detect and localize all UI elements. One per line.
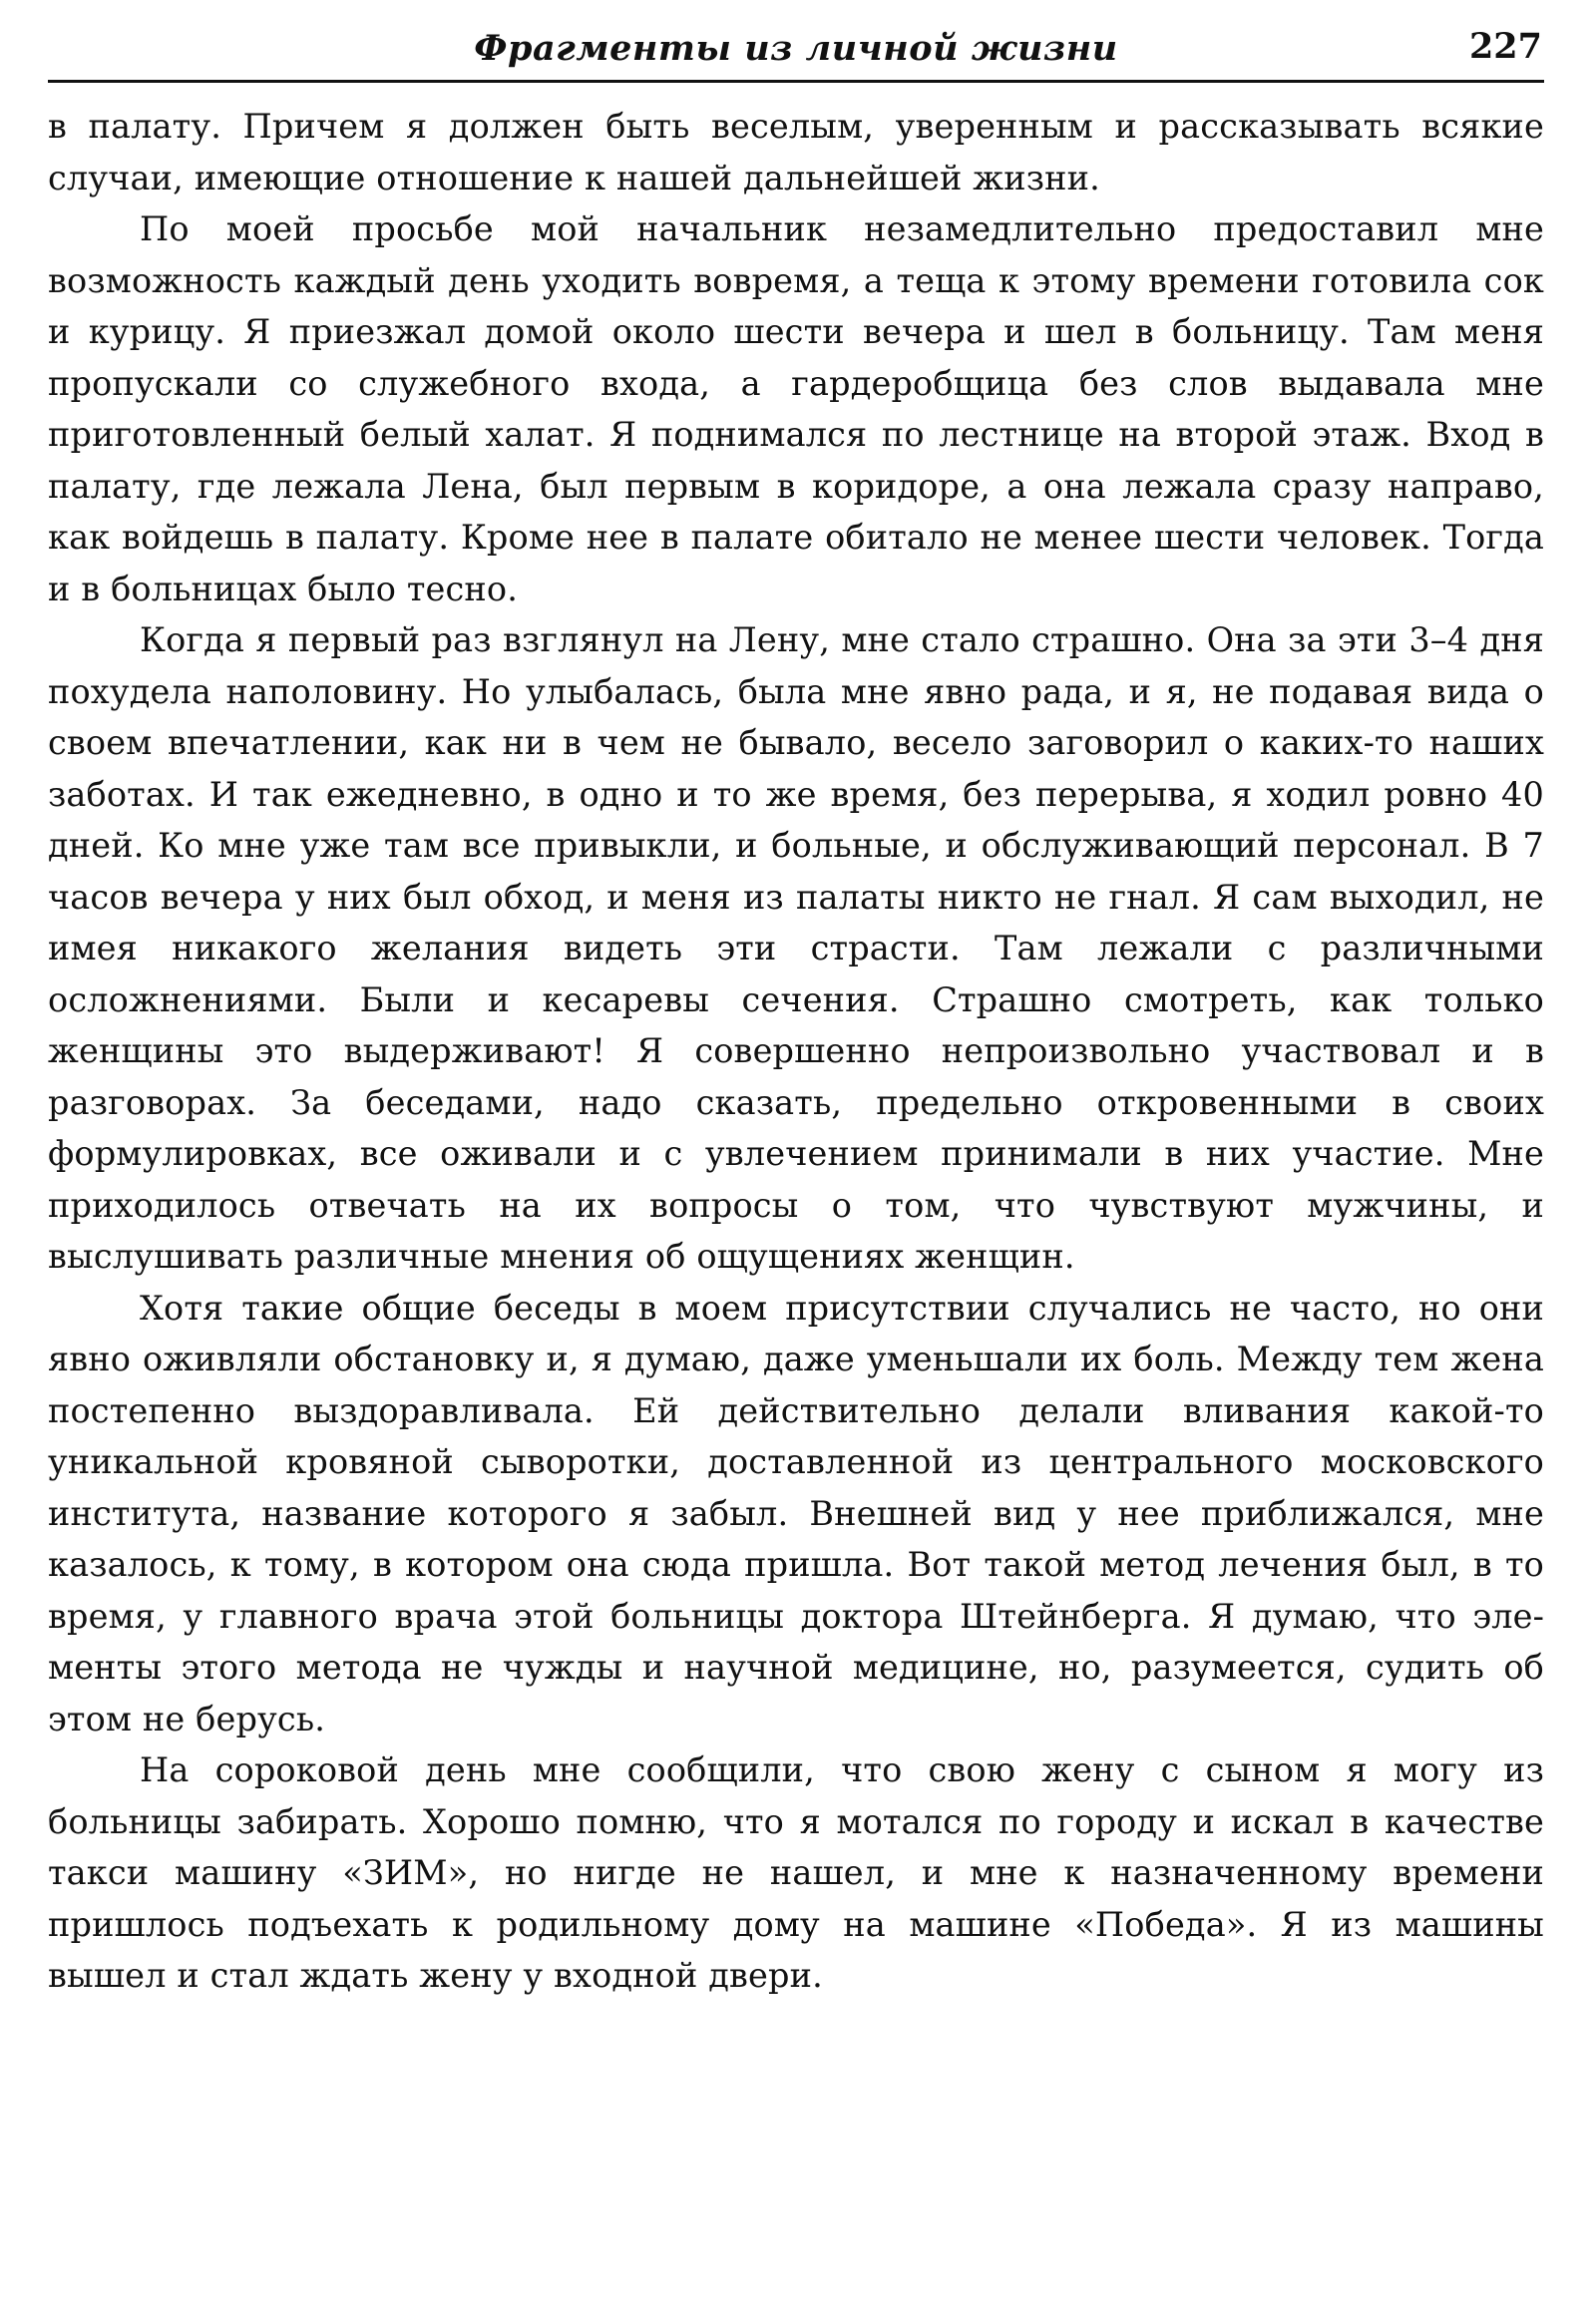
running-head [48, 22, 1544, 83]
book-page [48, 22, 1544, 2002]
paragraph: По моей просьбе мой начальник незамедлительно предоставил мне возможность каждый день уходить вовремя, а теща к этому времени готовила сок и курицу. Я приезжал домой около шести вечера и шел в больницу. Там меня пропускали со служебного входа, а гардеробщица без слов выдавала мне приготовленный белый халат. Я поднимался по лестнице на второй этаж. Вход в палату, где лежала Лена, был первым в коридоре, а она лежала сразу направо, как войдешь в палату. Кроме нее в палате обитало не менее шести человек. Тогда и в больницах было тесно. [48, 209, 1544, 608]
body-text [48, 101, 1544, 2002]
paragraph: Когда я первый раз взглянул на Лену, мне стало страшно. Она за эти 3–4 дня похудела наполовину. Но улыбалась, была мне явно рада, и я, не подавая вида о своем впечатлении, как ни в чем не бывало, весело заговорил о каких-то наших заботах. И так ежедневно, в одно и то же время, без перерыва, я ходил ровно 40 дней. Ко мне уже там все привыкли, и больные, и обслуживающий персонал. В 7 часов вечера у них был обход, и меня из палаты никто не гнал. Я сам выходил, не имея никакого желания видеть эти страсти. Там лежали с различными осложнениями. Были и кесаревы сечения. Страшно смотреть, как только женщины это выдерживают! Я совершенно непроизвольно участвовал и в разговорах. За беседами, надо сказать, предельно откровенными в своих формулировках, все оживали и с увлечением принимали в них участие. Мне приходилось отвечать на их вопросы о том, что чувствуют мужчины, и выслушивать различные мнения об ощущениях женщин. [48, 620, 1544, 1276]
running-title: Фрагменты из личной жизни [474, 28, 1118, 69]
paragraph-continuation: в палату. Причем я должен быть веселым, уверенным и рассказывать всякие случаи, имеющие отношение к нашей дальнейшей жизни. [48, 107, 1544, 197]
paragraph: Хотя такие общие беседы в моем присутствии случались не часто, но они явно оживляли обстановку и, я думаю, даже уменьшали их боль. Между тем жена постепенно выздоравливала. Ей действительно делали вливания какой-то уникальной кровяной сыворотки, доставленной из центрального московского института, название которого я забыл. Внешней вид у нее приближался, мне казалось, к тому, в котором она сюда пришла. Вот такой метод лечения был, в то время, у главного врача этой больницы доктора Штейнберга. Я думаю, что элементы этого метода не чужды и научной медицине, но, разумеется, судить об этом не берусь. [48, 1288, 1544, 1738]
page-number: 227 [1468, 26, 1542, 67]
paragraph: На сороковой день мне сообщили, что свою жену с сыном я могу из больницы забирать. Хорошо помню, что я мотался по городу и искал в качестве такси машину «ЗИМ», но нигде не нашел, и мне к назначенному времени пришлось подъехать к родильному дому на машине «Победа». Я из машины вышел и стал ждать жену у входной двери. [48, 1750, 1544, 1995]
